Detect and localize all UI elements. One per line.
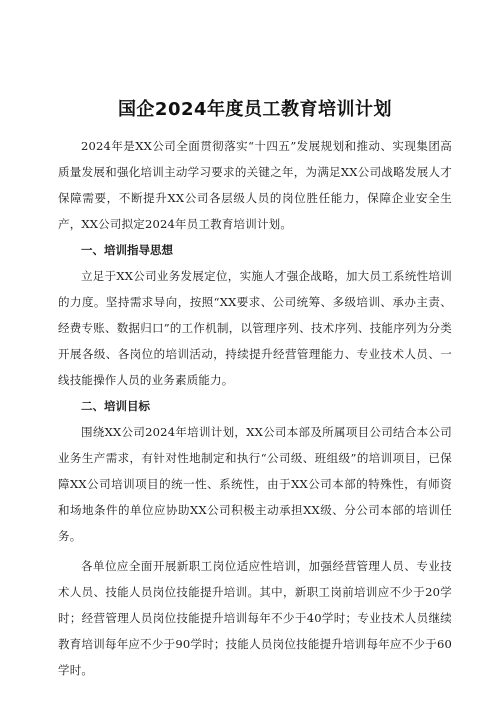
guiding-ideology-paragraph: 立足于XX公司业务发展定位，实施人才强企战略，加大员工系统性培训的力度。坚持需求导向，按照“XX要求、公司统筹、多级培训、承办主责、经费专账、数据归口”的工作机制，以管理序列、技术序列、技能序列为分类开展各级、各岗位的培训活动，持续提升经营管理能力、专业技术人员、一线技能操作人员的业务素质能力。 [58, 269, 452, 387]
document-title: 国企2024年度员工教育培训计划 [117, 99, 393, 120]
section-heading-training-goals: 二、培训目标 [81, 399, 150, 413]
section-heading-guiding-ideology: 一、培训指导思想 [81, 243, 173, 257]
training-goals-paragraph-1: 围绕XX公司2024年培训计划，XX公司本部及所属项目公司结合本公司业务生产需求，有针对性地制定和执行“公司级、班组级”的培训项目，已保障XX公司培训项目的统一性、系统性，由于XX公司本部的特殊性，有师资和场地条件的单位应协助XX公司积极主动承担XX级、分公司本部的培训任务。 [58, 425, 452, 543]
training-goals-paragraph-2: 各单位应全面开展新职工岗位适应性培训，加强经营管理人员、专业技术人员、技能人员岗位技能提升培训。其中，新职工岗前培训应不少于20学时；经营管理人员岗位技能提升培训每年不少于40学时；专业技术人员继续教育培训每年应不少于90学时；技能人员岗位技能提升培训每年应不少于60学时。 [58, 559, 452, 677]
intro-paragraph: 2024年是XX公司全面贯彻落实“十四五”发展规划和推动、实现集团高质量发展和强化培训主动学习要求的关键之年，为满足XX公司战略发展人才保障需要，不断提升XX公司各层级人员的岗位胜任能力，保障企业安全生产，XX公司拟定2024年员工教育培训计划。 [58, 139, 452, 231]
